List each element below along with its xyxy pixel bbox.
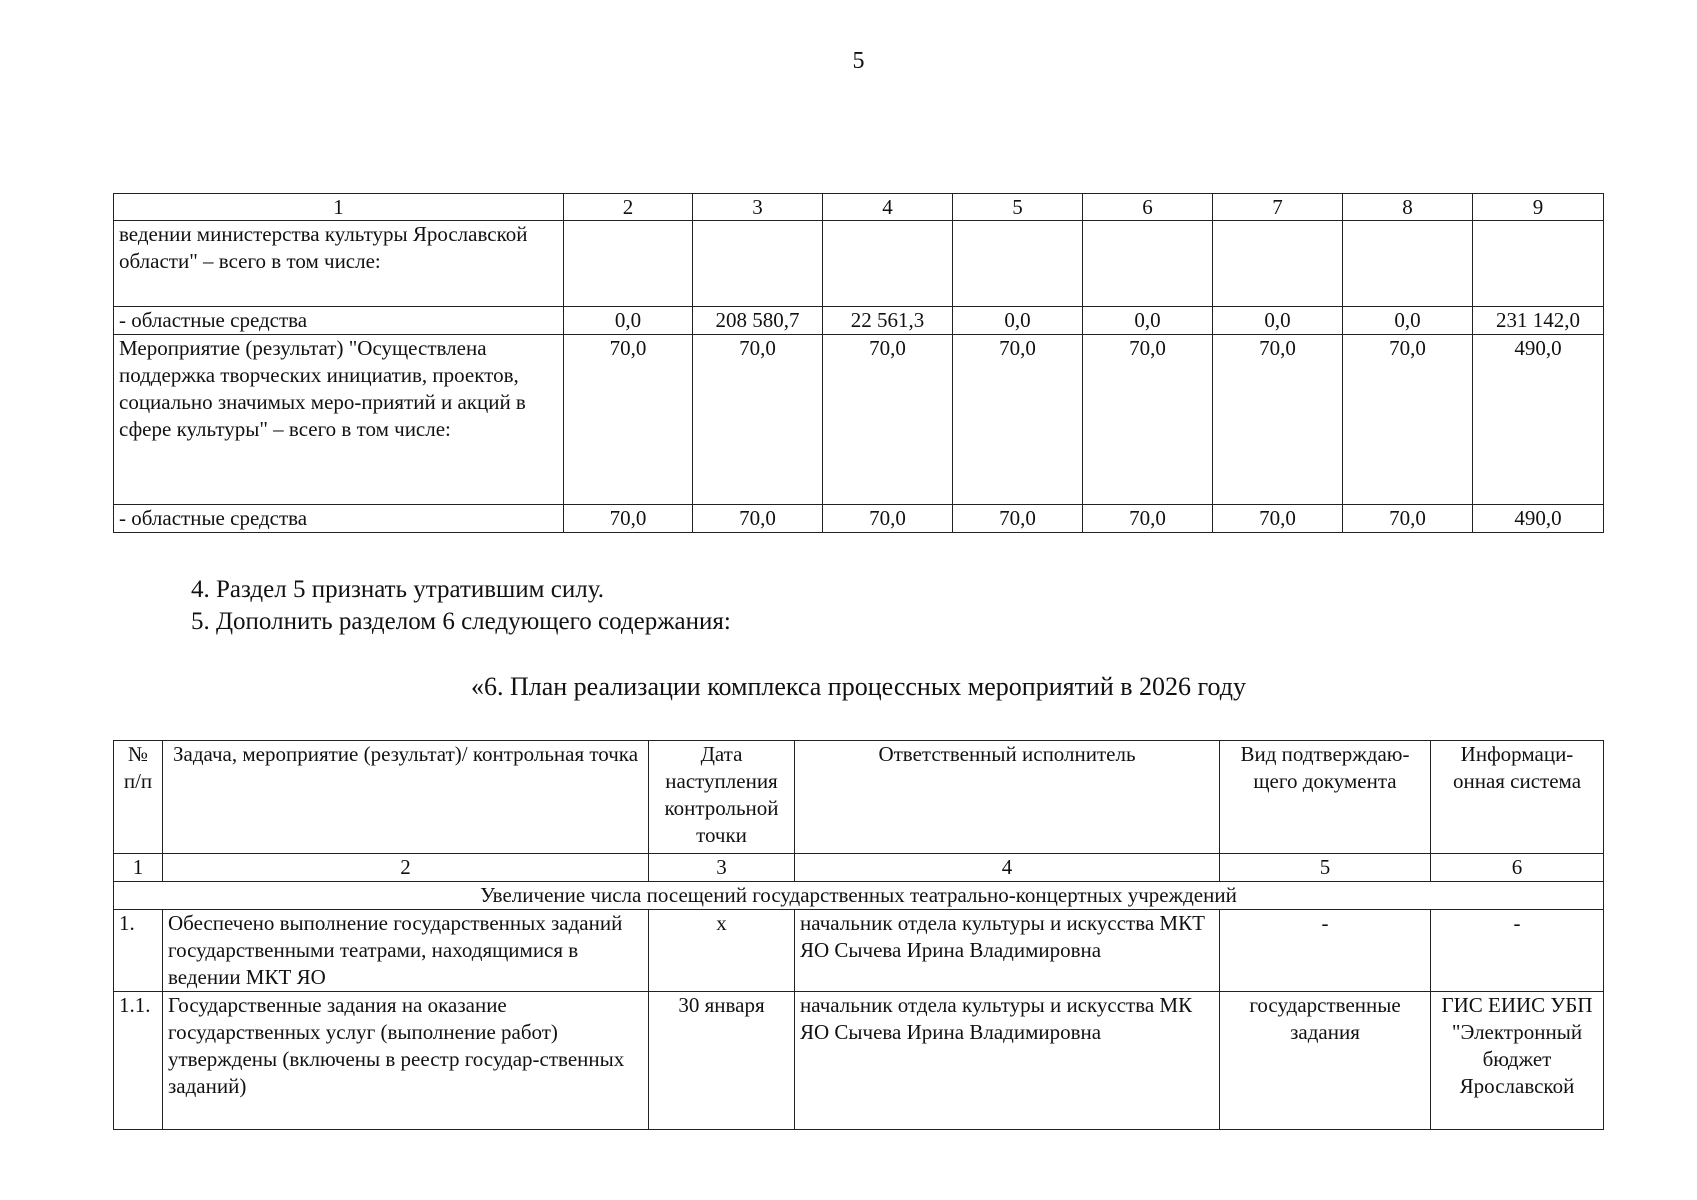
row-document: - [1220, 910, 1431, 992]
value-cell [1083, 221, 1213, 307]
row-label: ведении министерства культуры Ярославской области" – всего в том числе: [114, 221, 564, 307]
row-date: х [649, 910, 795, 992]
row-system: - [1431, 910, 1604, 992]
column-number: 6 [1083, 194, 1213, 221]
value-cell: 70,0 [564, 505, 693, 533]
column-number: 3 [649, 854, 795, 882]
paragraph-5: 5. Дополнить разделом 6 следующего содержания: [191, 608, 731, 635]
value-cell [1343, 221, 1473, 307]
page-number: 5 [852, 48, 865, 74]
table-row [114, 335, 1604, 505]
funding-table-header-row [114, 194, 1604, 221]
value-cell: 490,0 [1473, 335, 1604, 505]
header-system: Информаци-онная система [1431, 741, 1604, 854]
value-cell: 70,0 [1213, 335, 1343, 505]
plan-table-header-row [114, 741, 1604, 854]
value-cell: 70,0 [693, 505, 823, 533]
header-task: Задача, мероприятие (результат)/ контрольная точка [163, 741, 649, 854]
value-cell: 70,0 [953, 335, 1083, 505]
row-executor: начальник отдела культуры и искусства МК ЯО Сычева Ирина Владимировна [795, 992, 1220, 1130]
column-number: 1 [114, 194, 564, 221]
value-cell: 490,0 [1473, 505, 1604, 533]
value-cell: 0,0 [1343, 307, 1473, 335]
header-number: № п/п [114, 741, 163, 854]
row-label: Мероприятие (результат) "Осуществлена поддержка творческих инициатив, проектов, социально значимых меро-приятий и акций в сфере культуры" – всего в том числе: [114, 335, 564, 505]
column-number: 8 [1343, 194, 1473, 221]
task-title: Увеличение числа посещений государственных театрально-концертных учреждений [114, 882, 1604, 910]
value-cell [1213, 221, 1343, 307]
funding-table [113, 193, 1604, 533]
column-number: 2 [163, 854, 649, 882]
value-cell: 70,0 [1083, 335, 1213, 505]
value-cell [1473, 221, 1604, 307]
value-cell: 70,0 [823, 505, 953, 533]
column-number: 9 [1473, 194, 1604, 221]
value-cell [823, 221, 953, 307]
column-number: 4 [795, 854, 1220, 882]
row-task: Государственные задания на оказание государственных услуг (выполнение работ) утверждены (включены в реестр государ-ственных заданий) [163, 992, 649, 1130]
value-cell: 70,0 [823, 335, 953, 505]
header-executor: Ответственный исполнитель [795, 741, 1220, 854]
row-document: государственные задания [1220, 992, 1431, 1130]
table-row [114, 505, 1604, 533]
value-cell: 70,0 [1343, 505, 1473, 533]
table-row [114, 992, 1604, 1130]
table-row [114, 307, 1604, 335]
table-row [114, 910, 1604, 992]
row-task: Обеспечено выполнение государственных заданий государственными театрами, находящимися в ведении МКТ ЯО [163, 910, 649, 992]
value-cell: 70,0 [1083, 505, 1213, 533]
row-executor: начальник отдела культуры и искусства МКТ ЯО Сычева Ирина Владимировна [795, 910, 1220, 992]
column-number: 3 [693, 194, 823, 221]
value-cell: 0,0 [953, 307, 1083, 335]
row-label: - областные средства [114, 307, 564, 335]
task-row [114, 882, 1604, 910]
table-row [114, 221, 1604, 307]
column-number: 1 [114, 854, 163, 882]
value-cell: 70,0 [564, 335, 693, 505]
row-number: 1. [114, 910, 163, 992]
row-label: - областные средства [114, 505, 564, 533]
row-system: ГИС ЕИИС УБП "Электронный бюджет Ярославской [1431, 992, 1604, 1130]
value-cell [953, 221, 1083, 307]
column-number: 5 [953, 194, 1083, 221]
value-cell: 22 561,3 [823, 307, 953, 335]
column-number: 7 [1213, 194, 1343, 221]
value-cell: 208 580,7 [693, 307, 823, 335]
value-cell: 231 142,0 [1473, 307, 1604, 335]
value-cell: 70,0 [953, 505, 1083, 533]
value-cell [693, 221, 823, 307]
header-date: Дата наступления контрольной точки [649, 741, 795, 854]
value-cell: 70,0 [1213, 505, 1343, 533]
column-number: 5 [1220, 854, 1431, 882]
column-number: 6 [1431, 854, 1604, 882]
section-title: «6. План реализации комплекса процессных мероприятий в 2026 году [470, 672, 1247, 701]
column-number: 4 [823, 194, 953, 221]
value-cell: 0,0 [1083, 307, 1213, 335]
column-number: 2 [564, 194, 693, 221]
plan-table [113, 740, 1604, 1130]
value-cell [564, 221, 693, 307]
row-date: 30 января [649, 992, 795, 1130]
paragraph-4: 4. Раздел 5 признать утратившим силу. [191, 576, 604, 603]
value-cell: 70,0 [693, 335, 823, 505]
value-cell: 70,0 [1343, 335, 1473, 505]
value-cell: 0,0 [564, 307, 693, 335]
header-document: Вид подтверждаю-щего документа [1220, 741, 1431, 854]
plan-table-number-row [114, 854, 1604, 882]
value-cell: 0,0 [1213, 307, 1343, 335]
row-number: 1.1. [114, 992, 163, 1130]
